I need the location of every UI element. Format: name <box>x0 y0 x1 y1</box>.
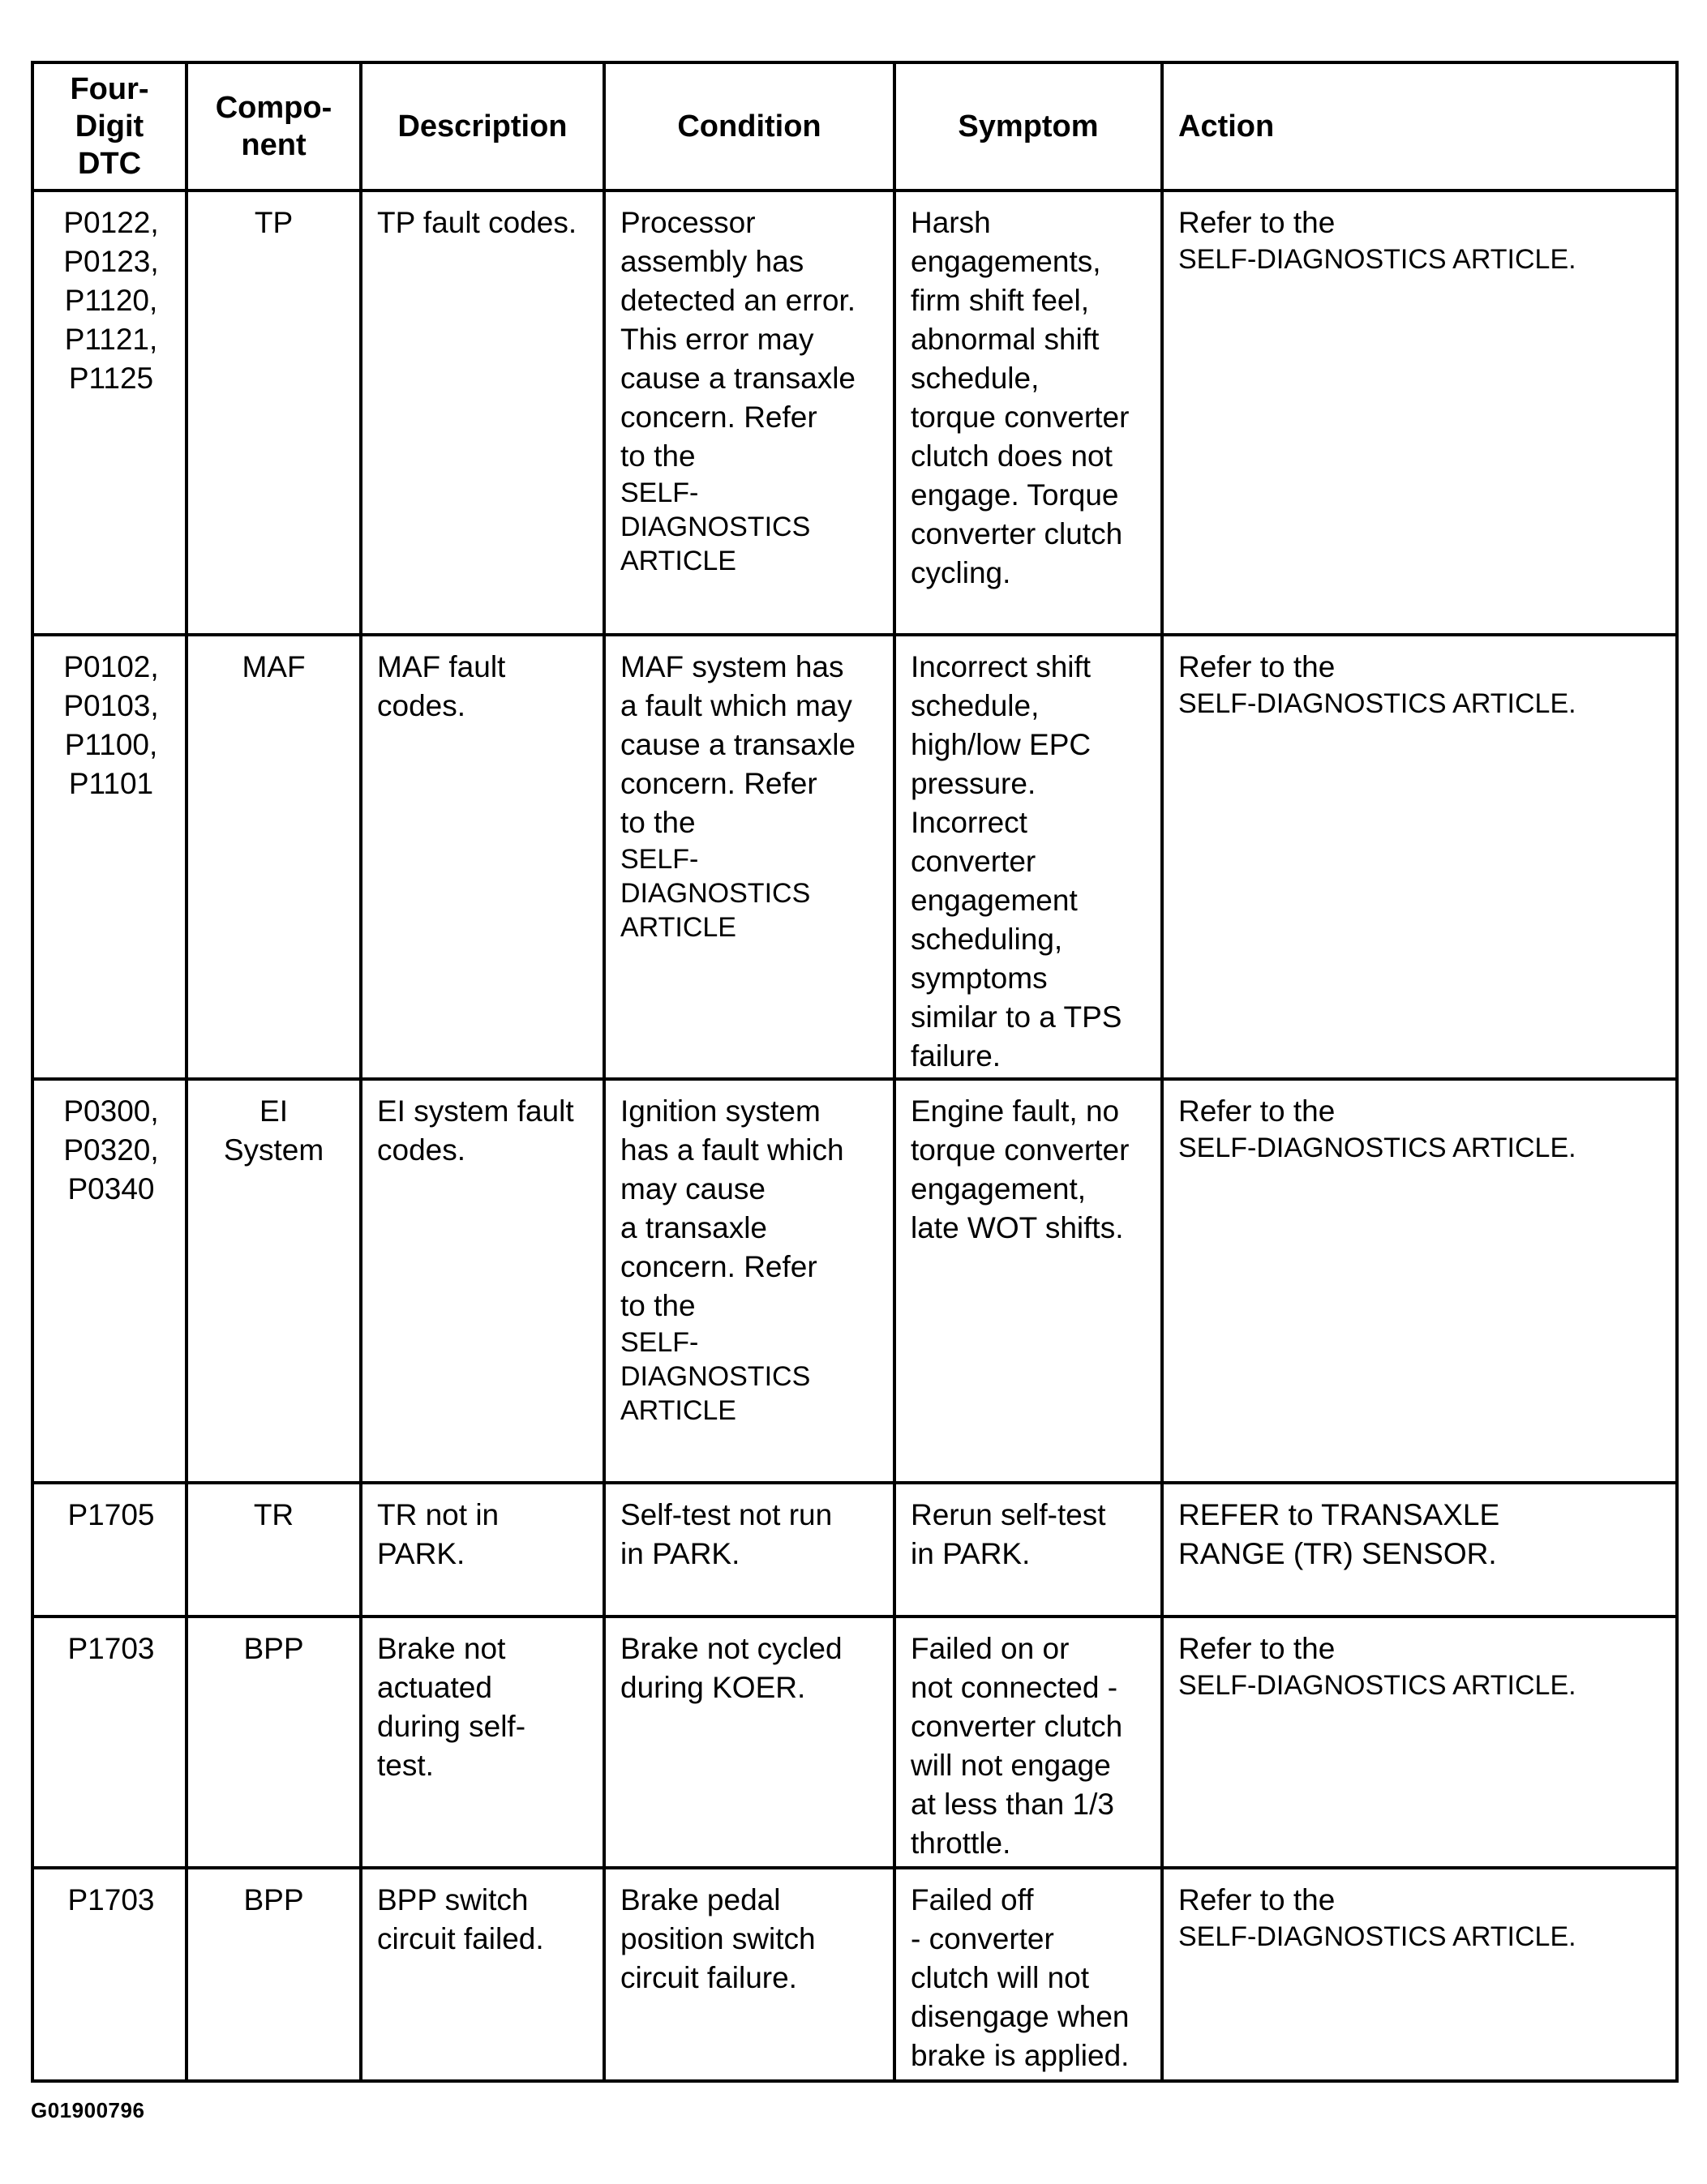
action-text: Refer to the <box>1178 1094 1336 1128</box>
action-cell <box>1162 1079 1677 1483</box>
table-row <box>32 635 1677 1079</box>
description-cell: MAF fault codes. <box>361 635 604 1079</box>
symptom-cell: Failed on or not connected - converter clutch will not engage at less than 1/3 throttle. <box>894 1617 1162 1868</box>
description-cell: EI system fault codes. <box>361 1079 604 1483</box>
dtc-cell: P0102, P0103, P1100, P1101 <box>32 635 187 1079</box>
action-text: Refer to the <box>1178 650 1336 683</box>
header-symptom: Symptom <box>894 62 1162 191</box>
description-cell: BPP switch circuit failed. <box>361 1868 604 2081</box>
action-cell <box>1162 1617 1677 1868</box>
dtc-cell: P0300, P0320, P0340 <box>32 1079 187 1483</box>
dtc-cell: P0122, P0123, P1120, P1121, P1125 <box>32 191 187 635</box>
component-cell: BPP <box>187 1617 361 1868</box>
table-row <box>32 1868 1677 2081</box>
condition-text: Self-test not run in PARK. <box>620 1498 833 1570</box>
header-dtc: Four- Digit DTC <box>32 62 187 191</box>
action-text: REFER to TRANSAXLE RANGE (TR) SENSOR. <box>1178 1498 1500 1570</box>
symptom-cell: Harsh engagements, firm shift feel, abnormal shift schedule, torque converter clutch does not engage. Torque converter clutch cycling. <box>894 191 1162 635</box>
condition-text: Brake pedal position switch circuit failure. <box>620 1883 816 1994</box>
description-cell: TR not in PARK. <box>361 1483 604 1617</box>
action-cell <box>1162 191 1677 635</box>
dtc-cell: P1705 <box>32 1483 187 1617</box>
condition-reference: SELF- DIAGNOSTICS ARTICLE <box>620 477 811 576</box>
condition-text: Brake not cycled during KOER. <box>620 1632 843 1704</box>
symptom-cell: Engine fault, no torque converter engagement, late WOT shifts. <box>894 1079 1162 1483</box>
header-action: Action <box>1162 62 1677 191</box>
action-reference: SELF-DIAGNOSTICS ARTICLE. <box>1178 1921 1576 1952</box>
description-cell: TP fault codes. <box>361 191 604 635</box>
condition-cell <box>604 1079 894 1483</box>
table-row <box>32 1617 1677 1868</box>
component-cell: TR <box>187 1483 361 1617</box>
condition-text: Processor assembly has detected an error. This error may cause a transaxle concern. Refer to the <box>620 206 856 473</box>
condition-cell <box>604 1868 894 2081</box>
condition-reference: SELF- DIAGNOSTICS ARTICLE <box>620 1327 811 1426</box>
action-reference: SELF-DIAGNOSTICS ARTICLE. <box>1178 688 1576 719</box>
action-cell <box>1162 1868 1677 2081</box>
component-cell: BPP <box>187 1868 361 2081</box>
table-row <box>32 1079 1677 1483</box>
component-cell: TP <box>187 191 361 635</box>
symptom-cell: Failed off - converter clutch will not disengage when brake is applied. <box>894 1868 1162 2081</box>
condition-cell <box>604 635 894 1079</box>
dtc-table <box>31 61 1679 2083</box>
condition-text: Ignition system has a fault which may cause a transaxle concern. Refer to the <box>620 1094 844 1322</box>
condition-text: MAF system has a fault which may cause a transaxle concern. Refer to the <box>620 650 856 839</box>
action-cell <box>1162 635 1677 1079</box>
action-text: Refer to the <box>1178 1883 1336 1916</box>
header-row <box>32 62 1677 191</box>
header-component: Compo- nent <box>187 62 361 191</box>
dtc-cell: P1703 <box>32 1617 187 1868</box>
component-cell: EI System <box>187 1079 361 1483</box>
table-row <box>32 191 1677 635</box>
dtc-cell: P1703 <box>32 1868 187 2081</box>
figure-id: G01900796 <box>31 2098 145 2122</box>
condition-cell <box>604 1617 894 1868</box>
symptom-cell: Rerun self-test in PARK. <box>894 1483 1162 1617</box>
action-text: Refer to the <box>1178 206 1336 239</box>
component-cell: MAF <box>187 635 361 1079</box>
condition-cell <box>604 1483 894 1617</box>
header-description: Description <box>361 62 604 191</box>
table-row <box>32 1483 1677 1617</box>
action-text: Refer to the <box>1178 1632 1336 1665</box>
action-reference: SELF-DIAGNOSTICS ARTICLE. <box>1178 1670 1576 1701</box>
action-cell <box>1162 1483 1677 1617</box>
header-condition: Condition <box>604 62 894 191</box>
symptom-cell: Incorrect shift schedule, high/low EPC pressure. Incorrect converter engagement scheduling, symptoms similar to a TPS failure. <box>894 635 1162 1079</box>
condition-reference: SELF- DIAGNOSTICS ARTICLE <box>620 844 811 943</box>
description-cell: Brake not actuated during self- test. <box>361 1617 604 1868</box>
action-reference: SELF-DIAGNOSTICS ARTICLE. <box>1178 244 1576 275</box>
action-reference: SELF-DIAGNOSTICS ARTICLE. <box>1178 1133 1576 1163</box>
condition-cell <box>604 191 894 635</box>
